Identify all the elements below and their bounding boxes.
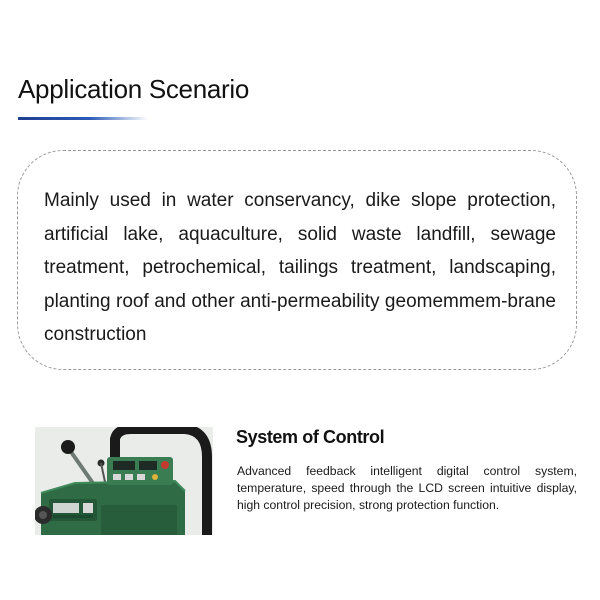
section-title: Application Scenario bbox=[18, 74, 250, 104]
title-underline bbox=[18, 117, 148, 120]
control-panel-illustration bbox=[35, 427, 213, 535]
control-panel-photo bbox=[35, 427, 213, 535]
scenario-text: Mainly used in water conservancy, dike slope protection, artificial lake, aquaculture, solid waste landfill, sewage treatment, petrochemical, tailings treatment, landscaping, planting roof and other anti-permeability geomemmem-brane construction bbox=[44, 190, 556, 345]
control-description: Advanced feedback intelligent digital control system, temperature, speed through the LCD screen intuitive display, high control precision, strong protection function. bbox=[237, 464, 577, 512]
control-title: System of Control bbox=[236, 427, 385, 447]
